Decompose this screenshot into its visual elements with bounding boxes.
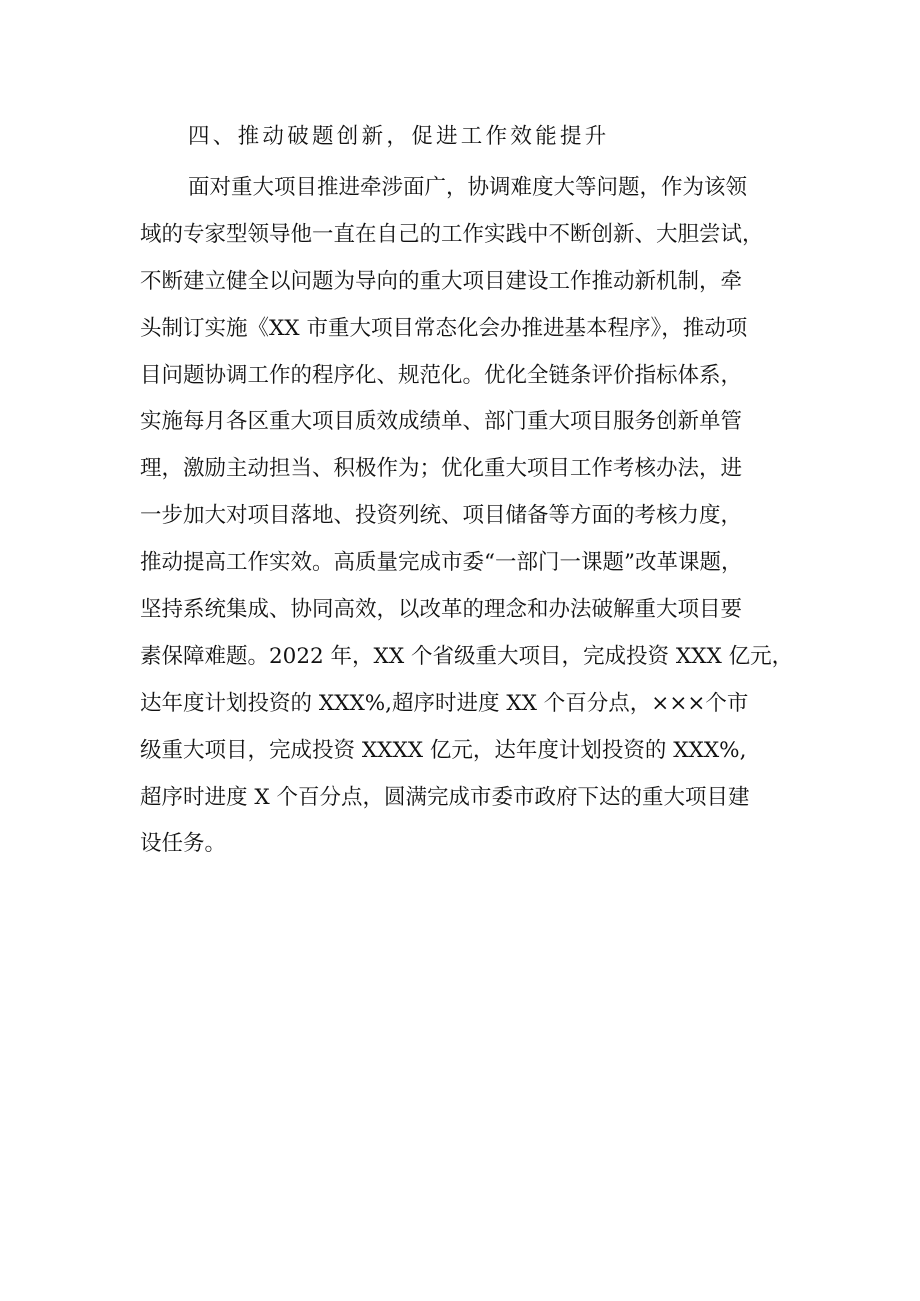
paragraph-line: 设任务。 — [140, 831, 227, 857]
paragraph-line: 一步加大对项目落地、投资列统、项目储备等方面的考核力度， — [140, 503, 743, 529]
paragraph-line: 面对重大项目推进牵涉面广，协调难度大等问题，作为该领 — [188, 175, 748, 200]
paragraph-line: 不断建立健全以问题为导向的重大项目建设工作推动新机制，牵 — [140, 268, 743, 294]
paragraph-line: 达年度计划投资的 XXX%,超序时进度 XX 个百分点，×××个市 — [140, 690, 749, 716]
paragraph-line: 素保障难题。2022 年，XX 个省级重大项目，完成投资 XXX 亿元， — [140, 643, 794, 669]
paragraph-line: 理，激励主动担当、积极作为；优化重大项目工作考核办法，进 — [140, 456, 743, 482]
paragraph-line: 目问题协调工作的程序化、规范化。优化全链条评价指标体系， — [140, 362, 743, 388]
paragraph-line: 头制订实施《XX 市重大项目常态化会办推进基本程序》，推动项 — [140, 315, 748, 341]
section-heading: 四、推动破题创新，促进工作效能提升 — [188, 124, 610, 149]
paragraph-line: 级重大项目，完成投资 XXXX 亿元，达年度计划投资的 XXX%, — [140, 737, 747, 763]
paragraph-line: 实施每月各区重大项目质效成绩单、部门重大项目服务创新单管 — [140, 409, 743, 435]
section-paragraph — [140, 165, 800, 868]
paragraph-line: 超序时进度 X 个百分点，圆满完成市委市政府下达的重大项目建 — [140, 784, 750, 810]
paragraph-line: 域的专家型领导他一直在自己的工作实践中不断创新、大胆尝试， — [140, 221, 764, 247]
paragraph-line: 坚持系统集成、协同高效，以改革的理念和办法破解重大项目要 — [140, 597, 743, 623]
paragraph-line: 推动提高工作实效。高质量完成市委“一部门一课题”改革课题， — [140, 550, 743, 576]
